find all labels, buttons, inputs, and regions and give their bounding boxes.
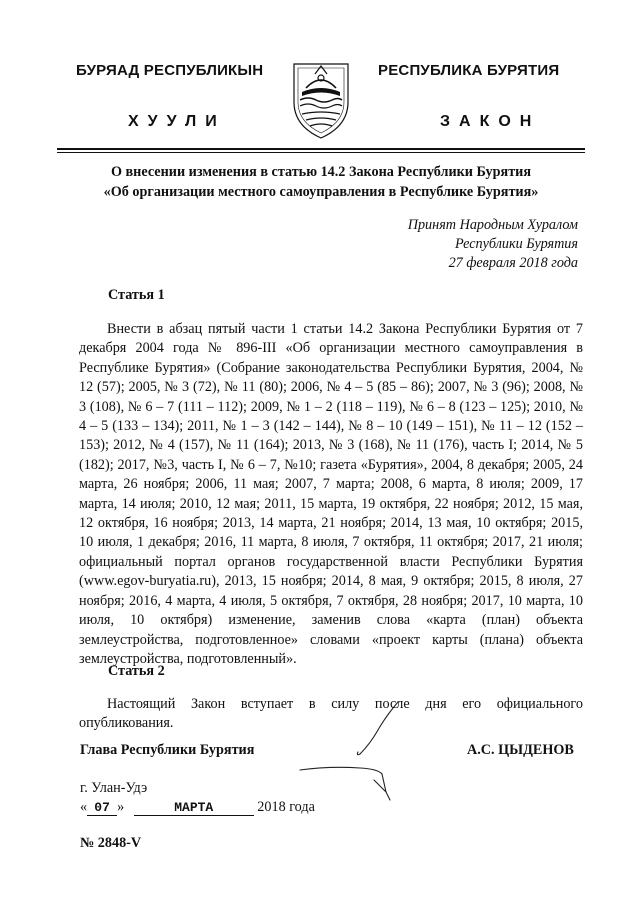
article2-text: Настоящий Закон вступает в силу после дня его официального опубликования.: [79, 696, 583, 732]
header-right-title: РЕСПУБЛИКА БУРЯТИЯ: [378, 62, 560, 79]
signature-position: Глава Республики Бурятия: [80, 742, 255, 758]
signature-name: А.С. ЦЫДЕНОВ: [467, 742, 574, 758]
date-day: 07: [87, 800, 117, 816]
date-year: 2018 года: [257, 799, 315, 815]
header-right-doc-type: ЗАКОН: [440, 113, 541, 130]
date-close-quote: »: [117, 799, 125, 815]
handwritten-signature-icon: [290, 696, 420, 806]
accepted-block: [408, 216, 578, 273]
header-left-doc-type: ХУУЛИ: [128, 113, 226, 130]
article1-text-block: [79, 320, 583, 669]
date-open-quote: «: [80, 799, 88, 815]
header-left-title: БУРЯАД РЕСПУБЛИКЫН: [76, 62, 264, 79]
place: г. Улан-Удэ: [80, 780, 148, 796]
article1-heading: Статья 1: [108, 287, 165, 303]
coat-of-arms-icon: [286, 56, 356, 142]
header-divider-thick: [57, 148, 585, 150]
law-title: [60, 162, 582, 202]
article2-heading: Статья 2: [108, 663, 165, 679]
accepted-line2: Республики Бурятия: [454, 236, 578, 252]
date-row: [80, 799, 315, 816]
article1-text: Внести в абзац пятый части 1 статьи 14.2 Закона Республики Бурятия от 7 декабря 2004 года № 896-III «Об организации местного самоуправления в Республике Бурятия» (Собрание законодательства Республики Бурятия, 2004, № 12 (57); 2005, № 3 (72), № 11 (80); 2006, № 4 – 5 (85 – 86); 2007, № 3 (96); 2008, № 3 (108), № 6 – 7 (111 – 112); 2009, № 1 – 2 (118 – 119), № 6 – 8 (123 – 125); 2010, № 4 – 5 (133 – 134); 2011, № 1 – 3 (142 – 144), № 8 – 10 (149 – 151), № 11 – 12 (152 – 153); 2012, № 4 (157), № 11 (164); 2013, № 3 (168), № 11 (176), часть I; 2014, № 5 (182); 2017, №3, часть I, № 6 – 7, №10; газета «Бурятия», 2004, 8 декабря; 2005, 24 марта, 26 ноября; 2006, 11 мая; 2007, 7 марта; 2008, 6 марта, 8 июля; 2009, 17 марта, 14 июля; 2010, 12 мая; 2011, 15 марта, 19 октября, 22 ноября; 2012, 15 мая, 12 октября, 16 ноября; 2013, 14 марта, 21 ноября; 2014, 13 мая, 10 октября; 2015, 10 июля, 1 декабря; 2016, 11 марта, 8 июля, 7 октября, 11 октября; 2017, 21 июля; официальный портал органов государственной власти Республики Бурятия (www.egov-buryatia.ru), 2013, 15 ноября; 2014, 8 мая, 9 октября; 2015, 8 июля, 27 ноября; 2016, 4 марта, 4 июля, 5 октября, 7 октября, 28 ноября; 2017, 10 марта, 10 июля, 10 октября) изменение, заменив слова «карта (план) объекта землеустройства, подготовленное» словами «проект карты (плана) объекта землеустройства, подготовленный».: [79, 321, 583, 667]
accepted-line3: 27 февраля 2018 года: [448, 255, 578, 271]
law-number: № 2848-V: [80, 835, 142, 851]
law-title-line1: О внесении изменения в статью 14.2 Закона Республики Бурятия: [110, 164, 532, 180]
law-title-line2: «Об организации местного самоуправления в Республике Бурятия»: [103, 184, 539, 200]
date-month: МАРТА: [134, 800, 254, 816]
accepted-line1: Принят Народным Хуралом: [407, 217, 578, 233]
header-divider-thin: [57, 152, 585, 153]
